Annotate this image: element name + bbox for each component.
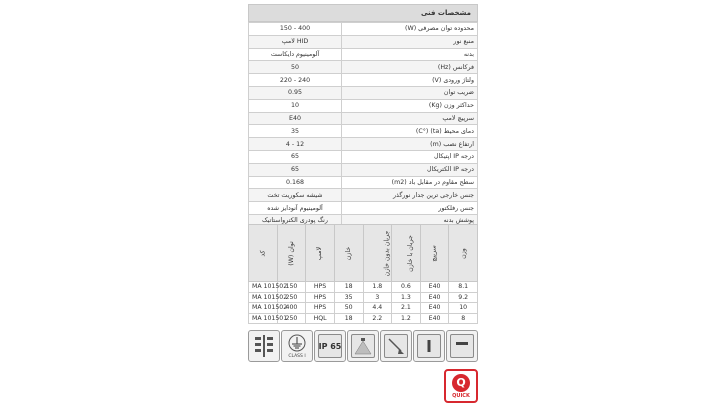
spec-label: جنس خارجی ترین جدار نورگذر [342,189,478,202]
vertical-bar-icon [413,330,445,362]
spec-label: ولتاژ ورودی (V) [342,74,478,87]
pole-mount-icon [248,330,280,362]
spec-value: 65 [249,150,342,163]
models-table [248,224,478,324]
spec-row [249,99,478,112]
models-cell: MA 101502 [249,292,278,303]
models-header [334,225,363,282]
models-cell: 2.1 [392,303,421,314]
spec-label: درجه IP اپتیکال [342,150,478,163]
spec-value: آلومینیوم آنودایز شده [249,202,342,215]
models-cell: MA 101502 [249,303,278,314]
spec-label: فرکانس (Hz) [342,61,478,74]
models-cell: 150 [277,282,306,293]
spec-label: سرپیچ لامپ [342,112,478,125]
models-cell: 2.2 [363,313,392,324]
spec-label: بدنه [342,48,478,61]
models-header-label: جریان بدون خازن [382,230,390,276]
spec-row [249,176,478,189]
spec-value: 150 - 400 [249,23,342,36]
models-cell: HQL [306,313,335,324]
class-i-icon [281,330,313,362]
spec-value: آلومینیوم دایکاست [249,48,342,61]
models-cell: 9.2 [449,292,478,303]
spec-label: جنس رفلکتور [342,202,478,215]
spec-label: دمای محیط (ta) (°C) [342,125,478,138]
models-cell: 1.2 [392,313,421,324]
spec-label: حداکثر وزن (Kg) [342,99,478,112]
models-header-label: وزن [459,247,467,259]
models-header [277,225,306,282]
models-cell: 3 [363,292,392,303]
models-header-label: توان (W) [287,240,295,266]
spec-value: رنگ پودری الکترواستاتیک [249,214,342,227]
spec-title: مشخصات فنی [248,4,478,22]
spec-value: E40 [249,112,342,125]
models-header [306,225,335,282]
models-cell: 1.3 [392,292,421,303]
models-header [392,225,421,282]
feature-icons [248,330,478,364]
light-distribution-icon [347,330,379,362]
spec-label: ارتفاع نصب (m) [342,138,478,151]
ip65-icon [314,330,346,362]
models-cell: HPS [306,292,335,303]
models-cell: 35 [334,292,363,303]
spec-row [249,74,478,87]
spec-value: 0.95 [249,86,342,99]
spec-row [249,23,478,36]
models-cell: 18 [334,282,363,293]
models-cell: 250 [277,313,306,324]
models-row [249,282,478,293]
quick-letter: Q [452,374,470,392]
spec-table [248,22,478,228]
models-cell: 10 [449,303,478,314]
models-table-wrap [248,224,478,324]
models-header-label: جریان با خازن [407,234,415,272]
models-cell: 400 [277,303,306,314]
models-cell: E40 [420,313,449,324]
models-header-label: خازن [345,246,353,260]
models-cell: 18 [334,313,363,324]
spec-value: 35 [249,125,342,138]
spec-value: شیشه سکوریت تخت [249,189,342,202]
spec-row [249,112,478,125]
models-cell: 50 [334,303,363,314]
spec-value: 4 - 12 [249,138,342,151]
models-cell: HPS [306,282,335,293]
models-header [363,225,392,282]
models-cell: 8 [449,313,478,324]
quick-label: QUICK [452,393,470,399]
horizontal-bar-icon [446,330,478,362]
quick-badge [444,369,478,403]
spec-row [249,61,478,74]
models-row [249,313,478,324]
models-header [249,225,278,282]
spec-sheet [248,4,478,228]
spec-label: منبع نور [342,35,478,48]
spec-row [249,86,478,99]
models-cell: 0.6 [392,282,421,293]
spec-row [249,48,478,61]
lamp-tilt-icon [380,330,412,362]
models-cell: HPS [306,303,335,314]
spec-value: 65 [249,163,342,176]
models-cell: 8.1 [449,282,478,293]
spec-row [249,138,478,151]
spec-label: پوشش بدنه [342,214,478,227]
models-header-label: کد [259,249,267,257]
models-cell: MA 101502 [249,282,278,293]
spec-value: 50 [249,61,342,74]
spec-row [249,163,478,176]
spec-value: لامپ HID [249,35,342,48]
models-cell: MA 101501 [249,313,278,324]
models-header-label: لامپ [316,246,324,260]
models-row [249,303,478,314]
spec-row [249,150,478,163]
models-cell: E40 [420,303,449,314]
models-cell: 4.4 [363,303,392,314]
models-cell: 1.8 [363,282,392,293]
models-row [249,292,478,303]
spec-value: 220 - 240 [249,74,342,87]
spec-value: 10 [249,99,342,112]
spec-value: 0.168 [249,176,342,189]
class-label: CLASS I [288,354,306,359]
spec-row [249,35,478,48]
models-cell: 250 [277,292,306,303]
spec-label: درجه IP الکتریکال [342,163,478,176]
spec-row [249,202,478,215]
spec-row [249,125,478,138]
spec-label: ضریب توان [342,86,478,99]
models-cell: E40 [420,292,449,303]
spec-label: محدوده توان مصرفی (W) [342,23,478,36]
models-header-label: سرپیچ [431,244,439,262]
ip-label: IP 65 [318,341,342,351]
models-header [420,225,449,282]
models-header [449,225,478,282]
models-cell: E40 [420,282,449,293]
spec-row [249,189,478,202]
spec-label: سطح مقاوم در مقابل باد (m2) [342,176,478,189]
